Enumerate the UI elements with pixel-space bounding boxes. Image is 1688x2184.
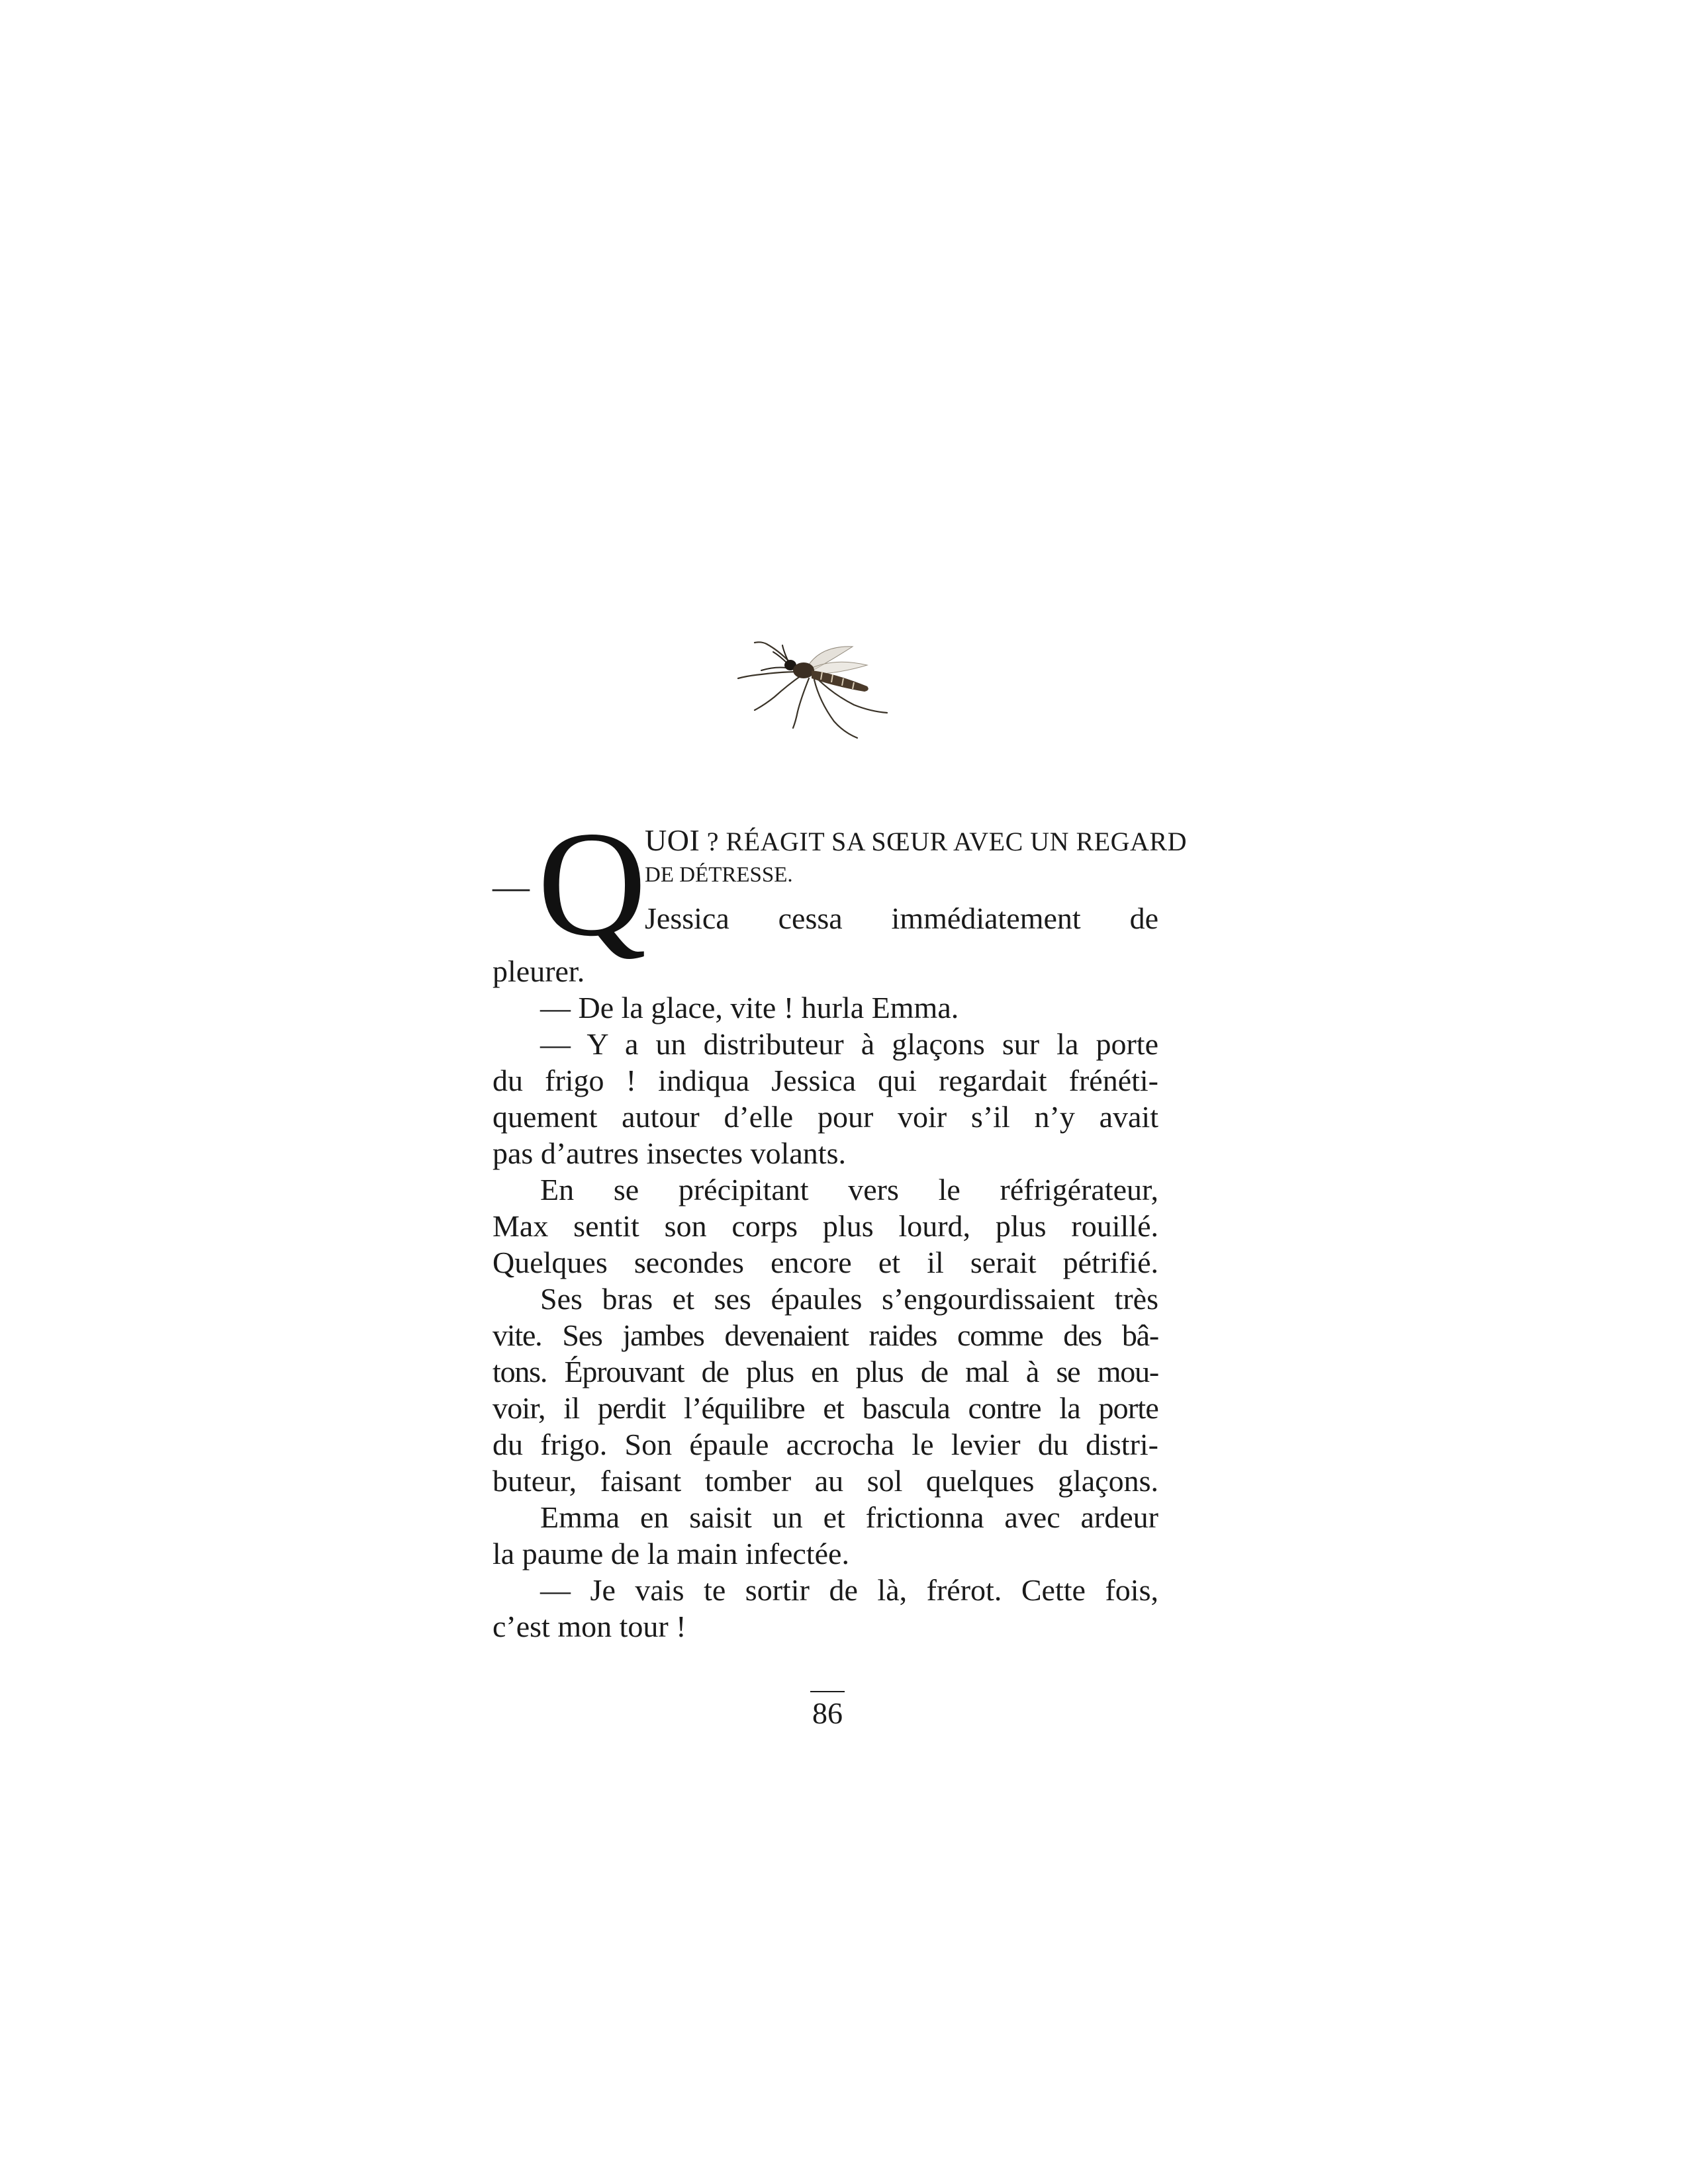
text-line: pas d’autres insectes volants. (492, 1136, 846, 1170)
text-line: — Y a un distributeur à glaçons sur la porte (540, 1027, 1158, 1061)
text-line: vite. Ses jambes devenaient raides comme des bâ- (492, 1318, 1158, 1352)
text-line: du frigo ! indiqua Jessica qui regardait frénéti- (492, 1064, 1158, 1097)
text-line: quement autour d’elle pour voir s’il n’y avait (492, 1100, 1158, 1134)
page-footer (788, 1691, 867, 1731)
opening-smallcaps-rest: ? RÉAGIT SA SŒUR AVEC UN REGARD (700, 827, 1187, 856)
drop-cap: Q (538, 801, 647, 968)
page-number: 86 (812, 1696, 843, 1730)
text-line: la paume de la main infectée. (492, 1537, 849, 1570)
text-line: pleurer. (492, 954, 585, 988)
text-line: Quelques secondes encore et il serait pétrifié. (492, 1246, 1158, 1279)
mosquito-icon (735, 632, 907, 745)
text-line: c’est mon tour ! (492, 1610, 686, 1643)
footer-rule (810, 1691, 845, 1692)
text-line: tons. Éprouvant de plus en plus de mal à se mou- (492, 1355, 1158, 1388)
opening-smallcaps-first: UOI (645, 823, 700, 857)
opening-line-1 (645, 823, 1187, 858)
opening-line-2: DE DÉTRESSE. (645, 863, 793, 887)
text-line: Max sentit son corps plus lourd, plus rouillé. (492, 1209, 1158, 1243)
text-line: Emma en saisit un et frictionna avec ardeur (540, 1500, 1158, 1534)
text-line: Ses bras et ses épaules s’engourdissaient très (540, 1282, 1158, 1316)
text-line: En se précipitant vers le réfrigérateur, (540, 1173, 1158, 1206)
text-line: — De la glace, vite ! hurla Emma. (540, 991, 959, 1024)
text-line: voir, il perdit l’équilibre et bascula contre la porte (492, 1391, 1158, 1425)
opening-line-3: Jessica cessa immédiatement de (645, 901, 1158, 935)
text-line: du frigo. Son épaule accrocha le levier du distri- (492, 1428, 1158, 1461)
dialogue-dash: — (492, 866, 530, 907)
text-line: buteur, faisant tomber au sol quelques glaçons. (492, 1464, 1158, 1498)
text-line: — Je vais te sortir de là, frérot. Cette fois, (540, 1573, 1158, 1607)
body-text (492, 801, 1187, 1645)
chapter-opening (492, 801, 1187, 968)
